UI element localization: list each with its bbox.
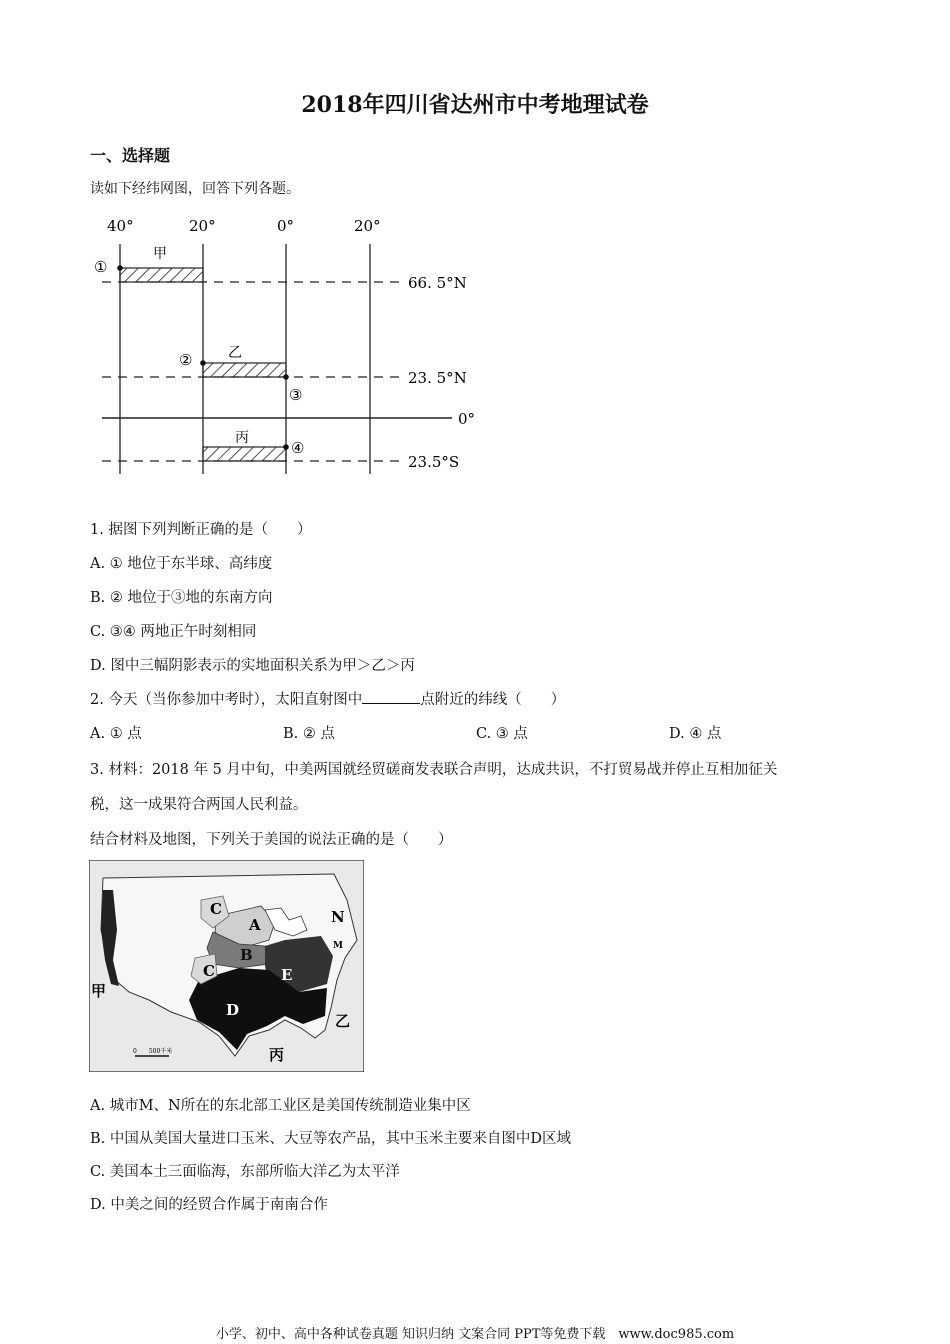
point-4-dot	[283, 444, 289, 450]
map-label-c-south: C	[203, 962, 215, 980]
lon-label-0: 0°	[277, 217, 295, 235]
map-label-e: E	[281, 966, 293, 984]
q3-material-line2: 税，这一成果符合两国人民利益。	[90, 797, 308, 813]
q1-stem: 1. 据图下列判断正确的是（ ）	[90, 522, 312, 538]
lat-label-66-5n: 66. 5°N	[408, 274, 467, 292]
q2-stem-after: 点附近的纬线（ ）	[420, 692, 566, 708]
q1-option-a[interactable]: A. ① 地位于东半球、高纬度	[90, 556, 273, 572]
map-label-jia: 甲	[91, 982, 107, 1000]
q2-option-a[interactable]: A. ① 点	[90, 726, 142, 742]
q3-stem: 结合材料及地图，下列关于美国的说法正确的是（ ）	[90, 832, 453, 848]
map-label-c-north: C	[210, 900, 222, 918]
q2-answer-blank	[362, 689, 420, 704]
page-footer: 小学、初中、高中各种试卷真题 知识归纳 文案合同 PPT等免费下载 www.doc985.com	[215, 1327, 735, 1342]
map-label-d: D	[226, 1001, 240, 1019]
lon-label-20e: 20°	[354, 217, 381, 235]
q3-option-d[interactable]: D. 中美之间的经贸合作属于南南合作	[90, 1197, 328, 1213]
page-title: 2018年四川省达州市中考地理试卷	[301, 92, 649, 118]
lon-label-40: 40°	[107, 217, 134, 235]
region-label-yi: 乙	[228, 345, 242, 361]
q3-material-line1: 3. 材料：2018 年 5 月中旬，中美两国就经贸磋商发表联合声明，达成共识，不打贸易战并停止互相加征关	[90, 762, 778, 778]
point-3-label: ③	[289, 386, 303, 404]
region-yi	[203, 363, 286, 377]
q2-option-b[interactable]: B. ② 点	[283, 726, 335, 742]
point-2-label: ②	[179, 351, 193, 369]
point-3-dot	[283, 374, 289, 380]
q2-option-d[interactable]: D. ④ 点	[669, 726, 722, 742]
region-bing	[203, 447, 286, 461]
lon-label-20: 20°	[189, 217, 216, 235]
map-label-n: N	[331, 908, 345, 926]
region-label-bing: 丙	[235, 430, 249, 446]
map-label-b: B	[240, 946, 253, 964]
map-label-bing: 丙	[269, 1046, 285, 1064]
usa-agriculture-map	[89, 860, 364, 1072]
lat-label-0: 0°	[458, 410, 476, 428]
region-jia	[120, 268, 203, 282]
map-label-a: A	[249, 916, 261, 934]
map-label-m: M	[333, 941, 343, 951]
q1-option-d[interactable]: D. 图中三幅阴影表示的实地面积关系为甲＞乙＞丙	[90, 658, 415, 674]
scale-label: 0 500千米	[133, 1048, 173, 1055]
point-4-label: ④	[291, 439, 305, 457]
point-1-dot	[117, 265, 123, 271]
q2-option-c[interactable]: C. ③ 点	[476, 726, 528, 742]
point-1-label: ①	[94, 258, 108, 276]
q2-options-row	[0, 722, 950, 744]
q1-option-b[interactable]: B. ② 地位于③地的东南方向	[90, 590, 273, 606]
region-label-jia: 甲	[153, 246, 167, 262]
point-2-dot	[200, 360, 206, 366]
q2-stem	[90, 688, 565, 709]
intro-text: 读如下经纬网图，回答下列各题。	[90, 181, 300, 197]
lat-label-23-5n: 23. 5°N	[408, 369, 467, 387]
lat-label-23-5s: 23.5°S	[408, 453, 460, 471]
map-label-yi: 乙	[335, 1012, 351, 1030]
q3-option-b[interactable]: B. 中国从美国大量进口玉米、大豆等农产品，其中玉米主要来自图中D区域	[90, 1131, 571, 1147]
lat-lon-grid-map	[92, 212, 492, 480]
q1-option-c[interactable]: C. ③④ 两地正午时刻相同	[90, 624, 257, 640]
q3-option-c[interactable]: C. 美国本土三面临海，东部所临大洋乙为太平洋	[90, 1164, 400, 1180]
q2-stem-before: 2. 今天（当你参加中考时），太阳直射图中	[90, 692, 363, 708]
section-heading: 一、选择题	[90, 146, 171, 165]
q3-option-a[interactable]: A. 城市M、N所在的东北部工业区是美国传统制造业集中区	[90, 1098, 471, 1114]
